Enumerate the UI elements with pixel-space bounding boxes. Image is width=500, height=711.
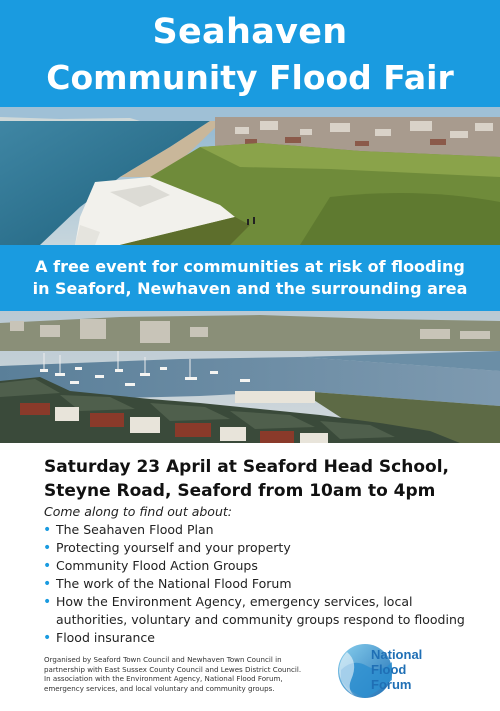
bullet-icon: • <box>43 540 52 556</box>
list-item: • How the Environment Agency, emergency services, local authorities, voluntary and community groups respond to flooding <box>43 594 465 627</box>
list-item: • Protecting yourself and your property <box>43 540 291 556</box>
tagline-line-2: in Seaford, Newhaven and the surrounding area <box>32 279 468 298</box>
bullet-icon: • <box>43 558 52 574</box>
title-line-1: Seahaven <box>152 12 348 52</box>
list-item: • The Seahaven Flood Plan <box>43 522 214 538</box>
list-item: • Flood insurance <box>43 630 155 646</box>
bullet-icon: • <box>43 576 52 592</box>
event-details <box>44 455 484 503</box>
bullet-icon: • <box>43 522 52 538</box>
tagline-banner <box>0 245 500 311</box>
topics-list <box>42 521 472 647</box>
title-banner <box>0 0 500 107</box>
event-address-time: Steyne Road, Seaford from 10am to 4pm <box>44 481 436 501</box>
bullet-icon: • <box>43 630 52 646</box>
list-item: • The work of the National Flood Forum <box>43 576 292 592</box>
coastline-cliffs-photo <box>0 107 500 245</box>
tagline-line-1: A free event for communities at risk of flooding <box>35 257 465 276</box>
bullet-icon: • <box>43 594 52 610</box>
event-date-venue: Saturday 23 April at Seaford Head School, <box>44 457 449 477</box>
harbour-river-photo <box>0 311 500 443</box>
topics-intro: Come along to find out about: <box>44 504 232 519</box>
national-flood-forum-logo <box>337 640 457 702</box>
logo-wordmark: National Flood Forum <box>371 647 423 692</box>
organisers-note: Organised by Seaford Town Council and Newhaven Town Council in partnership with East Sussex County Council and Lewes District Council. In association with the Environment Agency, National Flood Forum, emergency services, and local voluntary and community groups. <box>44 655 302 693</box>
title-line-2: Community Flood Fair <box>46 58 454 97</box>
list-item: • Community Flood Action Groups <box>43 558 258 574</box>
